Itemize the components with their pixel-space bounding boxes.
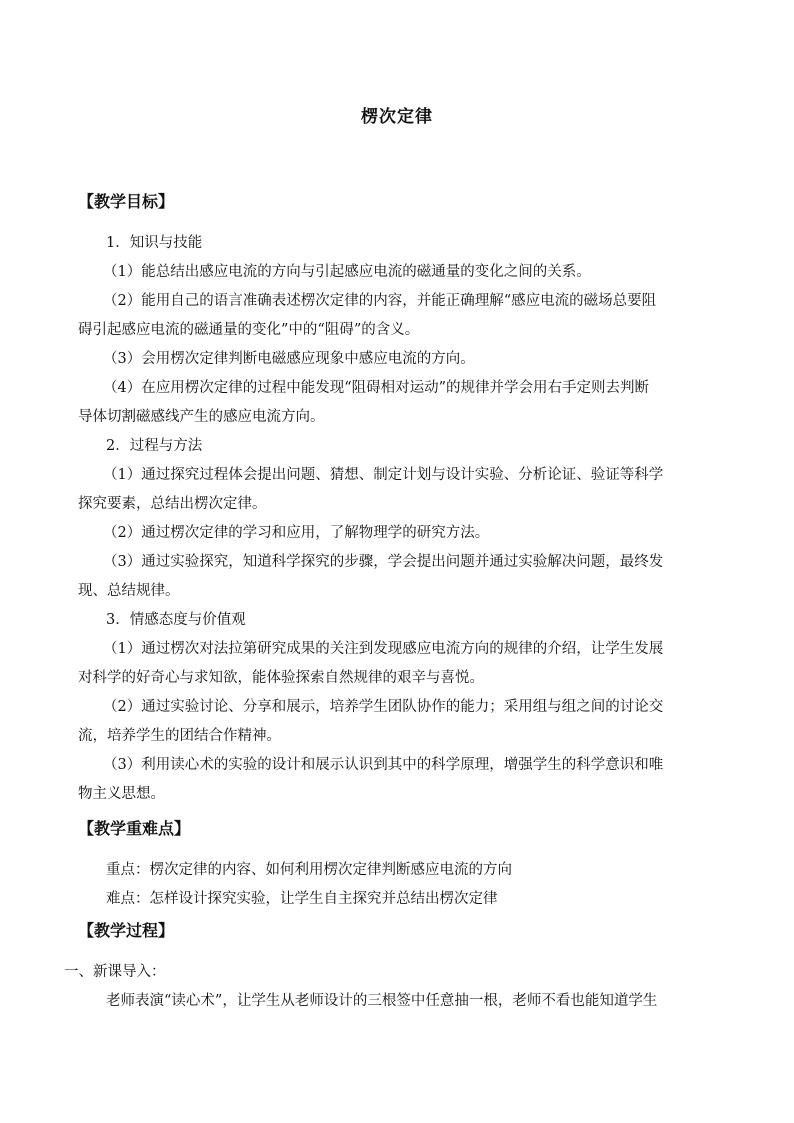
subheading-attitude-values: 3．情感态度与价值观 bbox=[106, 612, 246, 628]
paragraph-line: （2）通过楞次定律的学习和应用，了解物理学的研究方法。 bbox=[103, 525, 490, 541]
paragraph-line: 导体切割磁感线产生的感应电流方向。 bbox=[78, 409, 325, 425]
paragraph-line: （3）利用读心术的实验的设计和展示认识到其中的科学原理，增强学生的科学意识和唯 bbox=[103, 757, 664, 773]
paragraph-line: （1）通过楞次对法拉第研究成果的关注到发现感应电流方向的规律的介绍，让学生发展 bbox=[103, 641, 664, 657]
paragraph-line-focus: 重点：楞次定律的内容、如何利用楞次定律判断感应电流的方向 bbox=[106, 862, 512, 878]
section-heading-objectives: 【教学目标】 bbox=[78, 192, 175, 211]
section-heading-keypoints: 【教学重难点】 bbox=[78, 819, 191, 838]
paragraph-line: 物主义思想。 bbox=[78, 786, 165, 802]
paragraph-line: 碍引起感应电流的磁通量的变化”中的“阻碍”的含义。 bbox=[78, 322, 420, 338]
paragraph-line: 老师表演“读心术”，让学生从老师设计的三根签中任意抽一根，老师不看也能知道学生 bbox=[106, 993, 658, 1009]
paragraph-line: 现、总结规律。 bbox=[78, 583, 180, 599]
paragraph-line: （4）在应用楞次定律的过程中能发现“阻碍相对运动”的规律并学会用右手定则去判断 bbox=[103, 380, 650, 396]
paragraph-line: 对科学的好奇心与求知欲，能体验探索自然规律的艰辛与喜悦。 bbox=[78, 670, 484, 686]
paragraph-line: （1）通过探究过程体会提出问题、猜想、制定计划与设计实验、分析论证、验证等科学 bbox=[103, 467, 664, 483]
paragraph-line: （3）通过实验探究，知道科学探究的步骤，学会提出问题并通过实验解决问题，最终发 bbox=[103, 554, 664, 570]
section-heading-process: 【教学过程】 bbox=[78, 921, 175, 940]
paragraph-line: （1）能总结出感应电流的方向与引起感应电流的磁通量的变化之间的关系。 bbox=[103, 264, 591, 280]
subheading-knowledge-skills: 1．知识与技能 bbox=[106, 235, 203, 251]
paragraph-line: 流，培养学生的团结合作精神。 bbox=[78, 728, 281, 744]
subheading-process-method: 2．过程与方法 bbox=[106, 438, 203, 454]
paragraph-line: （2）能用自己的语言准确表述楞次定律的内容，并能正确理解“感应电流的磁场总要阻 bbox=[103, 293, 657, 309]
paragraph-line: （2）通过实验讨论、分享和展示，培养学生团队协作的能力；采用组与组之间的讨论交 bbox=[103, 699, 664, 715]
paragraph-line: 探究要素，总结出楞次定律。 bbox=[78, 496, 267, 512]
subheading-intro: 一、新课导入： bbox=[64, 964, 166, 980]
paragraph-line-difficulty: 难点：怎样设计探究实验，让学生自主探究并总结出楞次定律 bbox=[106, 891, 498, 907]
document-title: 楞次定律 bbox=[361, 107, 433, 127]
paragraph-line: （3）会用楞次定律判断电磁感应现象中感应电流的方向。 bbox=[103, 351, 475, 367]
